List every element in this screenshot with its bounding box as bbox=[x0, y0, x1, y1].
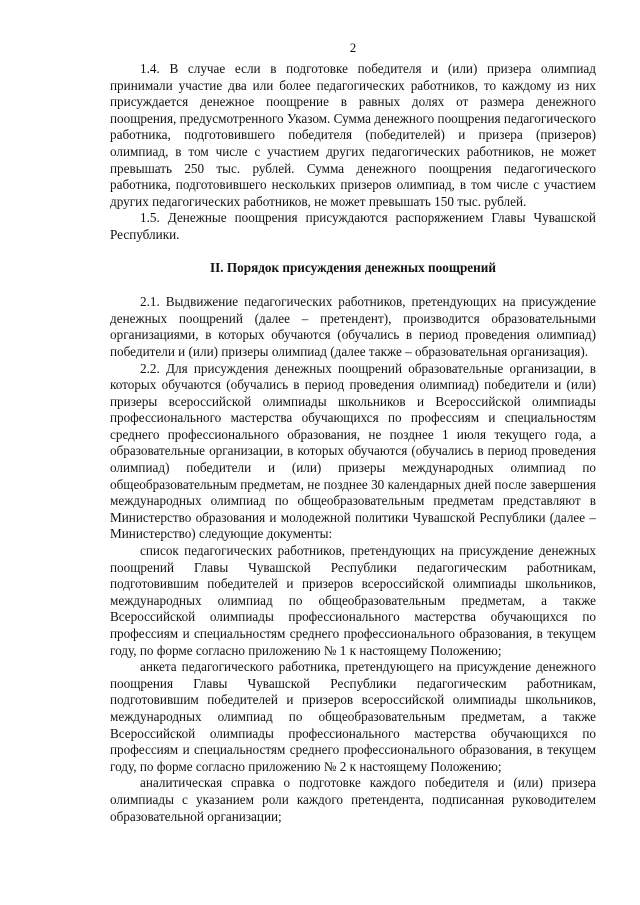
section-heading: II. Порядок присуждения денежных поощрений bbox=[210, 259, 496, 275]
list-item-teachers-list: список педагогических работников, претендующих на присуждение денежных поощрений Главы Чувашской Республики педагогическим работникам, подготовившим победителей и призеров всероссийской олимпиады школьников, международных олимпиад по общеобразовательным предметам, а также Всероссийской олимпиады профессионального мастерства обучающихся по профессиям и специальностям среднего профессионального образования, в текущем году, по форме согласно приложению № 1 к настоящему Положению; bbox=[110, 543, 596, 658]
document-body bbox=[110, 61, 596, 825]
paragraph-2-1: 2.1. Выдвижение педагогических работников, претендующих на присуждение денежных поощрений (далее – претендент), производится образовательными организациями, в которых обучаются (обучались в период проведения олимпиад) победители и (или) призеры олимпиад (далее также – образовательная организация). bbox=[110, 294, 596, 359]
list-item-teacher-form: анкета педагогического работника, претендующего на присуждение денежного поощрения Главы Чувашской Республики педагогическим работникам, подготовившим победителей и призеров всероссийской олимпиады школьников, международных олимпиад по общеобразовательным предметам, а также Всероссийской олимпиады профессионального мастерства обучающихся по профессиям и специальностям среднего профессионального образования, в текущем году, по форме согласно приложению № 2 к настоящему Положению; bbox=[110, 659, 596, 774]
paragraph-1-4: 1.4. В случае если в подготовке победителя и (или) призера олимпиад принимали участие два или более педагогических работников, то каждому из них присуждается денежное поощрение в равных долях от размера денежного поощрения, предусмотренного Указом. Сумма денежного поощрения педагогического работника, подготовившего победителя (победителей) и призера (призеров) олимпиад, в том числе с участием других педагогических работников, не может превышать 250 тыс. рублей. Сумма денежного поощрения педагогического работника, подготовившего нескольких призеров олимпиад, в том числе с участием других педагогических работников, не может превышать 150 тыс. рублей. bbox=[110, 61, 596, 209]
list-item-analytical-report: аналитическая справка о подготовке каждого победителя и (или) призера олимпиады с указанием роли каждого претендента, подписанная руководителем образовательной организации; bbox=[110, 775, 596, 824]
page-number: 2 bbox=[349, 40, 357, 55]
paragraph-1-5: 1.5. Денежные поощрения присуждаются распоряжением Главы Чувашской Республики. bbox=[110, 210, 596, 242]
paragraph-2-2: 2.2. Для присуждения денежных поощрений образовательные организации, в которых обучаются (обучались в период проведения олимпиад) победители и (или) призеры всероссийской олимпиады школьников и Всероссийской олимпиады профессионального мастерства обучающихся по профессиям и специальностям среднего профессионального образования, не позднее 1 июля текущего года, а образовательные организации, в которых обучаются (обучались в период проведения олимпиад) победители и (или) призеры международных олимпиад по общеобразовательным предметам, не позднее 30 календарных дней после завершения международных олимпиад по общеобразовательным предметам представляют в Министерство образования и молодежной политики Чувашской Республики (далее – Министерство) следующие документы: bbox=[110, 360, 596, 542]
